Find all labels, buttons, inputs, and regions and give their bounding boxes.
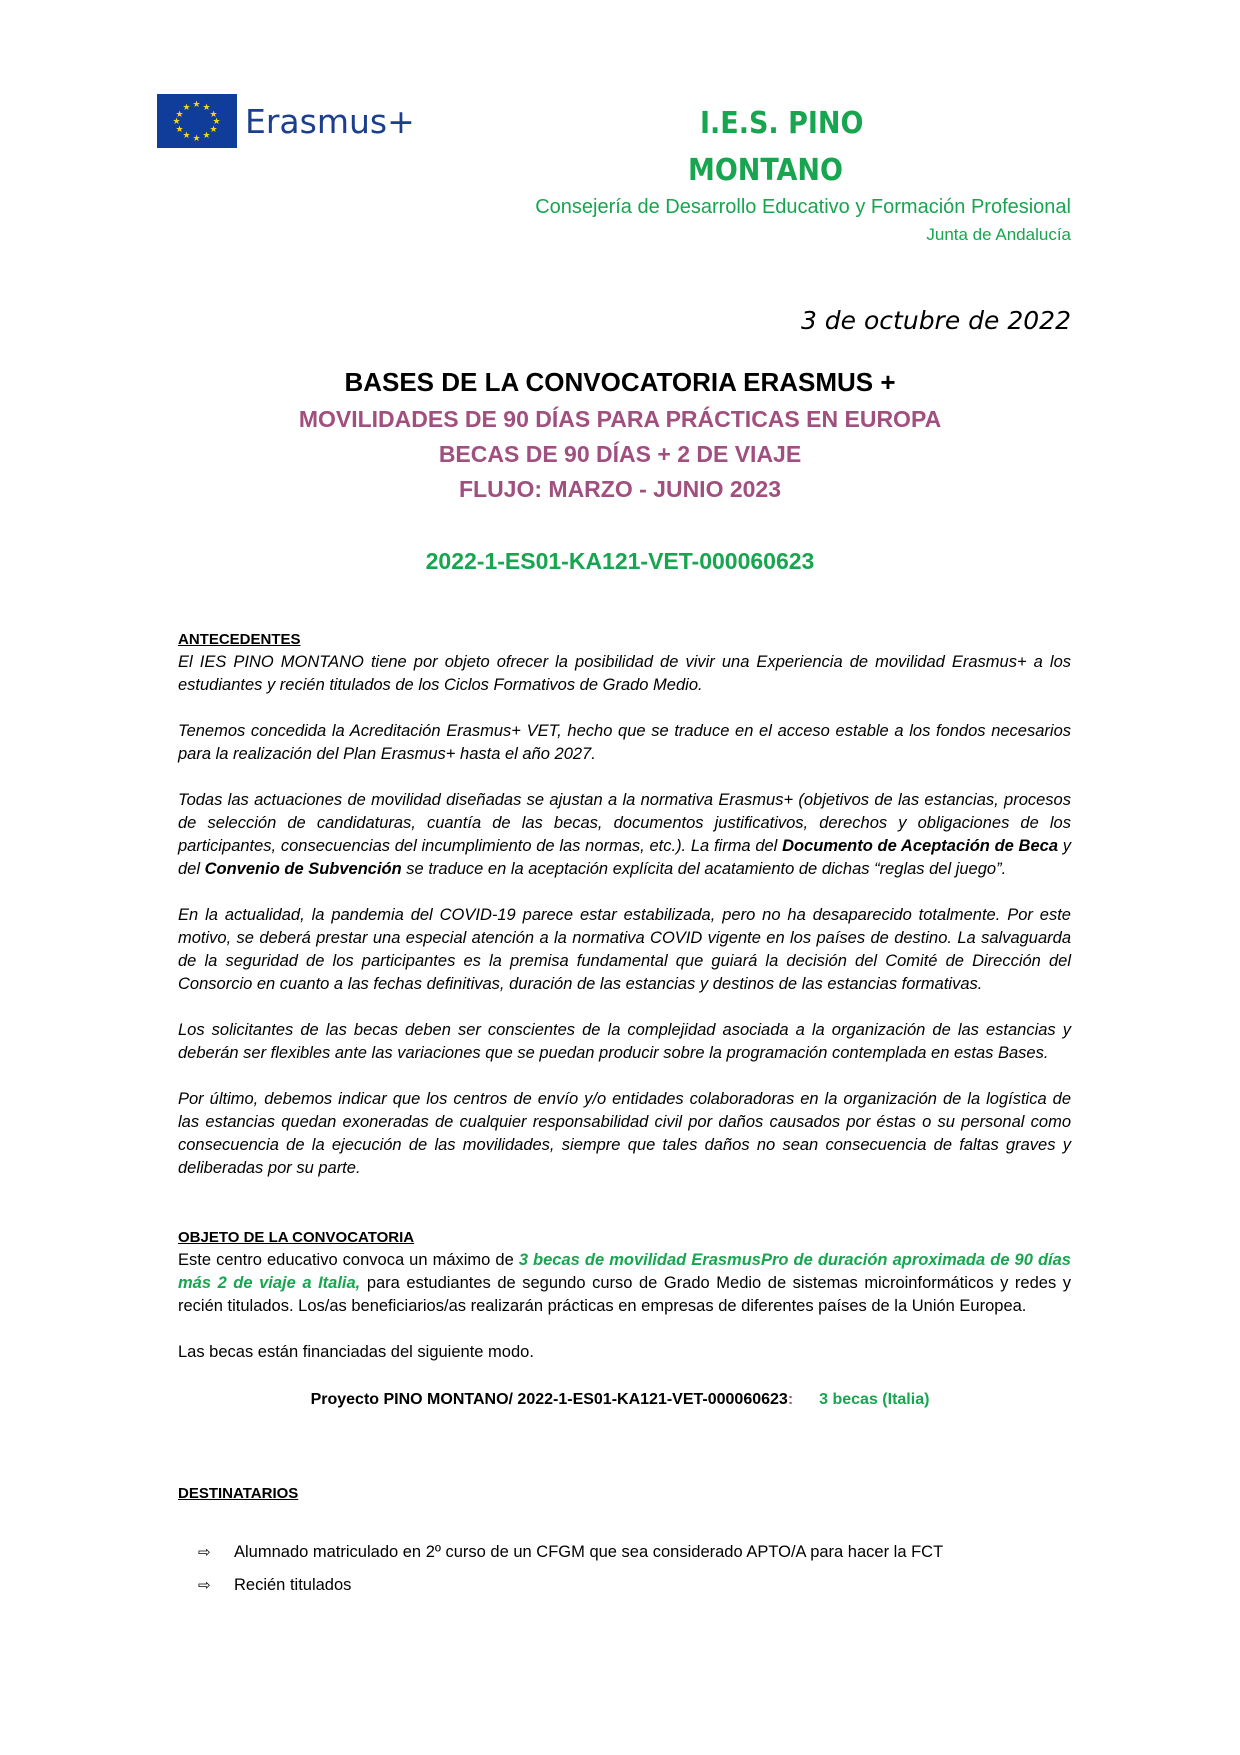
bold-text: Convenio de Subvención	[204, 860, 402, 878]
paragraph: Los solicitantes de las becas deben ser conscientes de la complejidad asociada a la organización de las estancias y deberán ser flexibles ante las variaciones que se puedan producir sobre la programación contemplada en estas Bases.	[178, 1021, 1071, 1062]
list-item-text: Recién titulados	[234, 1576, 352, 1594]
document-date: 3 de octubre de 2022	[800, 306, 1071, 335]
school-name-line2: MONTANO	[688, 153, 843, 188]
section-heading-destinatarios: DESTINATARIOS	[178, 1485, 299, 1502]
list-item	[178, 1541, 1071, 1564]
destinatarios-section	[178, 1482, 1071, 1597]
paragraph: En la actualidad, la pandemia del COVID-19 parece estar estabilizada, pero no ha desaparecido totalmente. Por este motivo, se deberá prestar una especial atención a la normativa COVID vigente en los países de destino. La salvaguarda de la seguridad de los participantes es la premisa fundamental que guiará la decisión del Comité de Dirección del Consorcio en cuanto a las fechas definitivas, duración de las estancias y destinos de las estancias formativas.	[178, 906, 1071, 993]
paragraph: Las becas están financiadas del siguiente modo.	[178, 1343, 534, 1361]
subtitle-flow: FLUJO: MARZO - JUNIO 2023	[458, 476, 782, 502]
paragraph: El IES PINO MONTANO tiene por objeto ofrecer la posibilidad de vivir una Experiencia de movilidad Erasmus+ a los estudiantes y recién titulados de los Ciclos Formativos de Grado Medio.	[178, 653, 1071, 694]
paragraph: Por último, debemos indicar que los centros de envío y/o entidades colaboradoras en la organización de la logística de las estancias quedan exoneradas de cualquier responsabilidad civil por daños causados por éstas o su personal como consecuencia de la ejecución de las movilidades, siempre que tales daños no sean consecuencia de faltas graves y deliberadas por su parte.	[178, 1090, 1071, 1177]
project-label: Proyecto PINO MONTANO/ 2022-1-ES01-KA121-VET-000060623	[310, 1391, 788, 1408]
highlight-text: 3 becas de movilidad ErasmusPro de duración aproximada de 90 días más 2 de viaje a Italia,	[178, 1251, 1071, 1292]
project-code: 2022-1-ES01-KA121-VET-000060623	[425, 548, 815, 574]
paragraph: Tenemos concedida la Acreditación Erasmus+ VET, hecho que se traduce en el acceso estable a los fondos necesarios para la realización del Plan Erasmus+ hasta el año 2027.	[178, 722, 1071, 763]
eu-flag-icon: ★ ★ ★ ★ ★ ★ ★ ★ ★ ★ ★ ★	[157, 94, 237, 148]
document-title: BASES DE LA CONVOCATORIA ERASMUS +	[344, 367, 896, 397]
project-funding-line	[0, 1391, 1240, 1409]
project-value: 3 becas (Italia)	[819, 1391, 930, 1408]
text: Este centro educativo convoca un máximo de	[178, 1251, 519, 1269]
project-colon: :	[787, 1391, 794, 1408]
subtitle-grants: BECAS DE 90 DÍAS + 2 DE VIAJE	[438, 441, 802, 467]
list-item	[178, 1574, 1071, 1597]
arrow-right-icon: ⇨	[198, 1544, 211, 1561]
text: y del	[178, 837, 1071, 878]
arrow-right-icon: ⇨	[198, 1577, 211, 1594]
text: se traduce en la aceptación explícita del acatamiento de dichas “reglas del juego”.	[401, 860, 1007, 878]
objeto-section	[178, 1226, 1071, 1364]
text: Todas las actuaciones de movilidad diseñadas se ajustan a la normativa Erasmus+ (objetivos de las estancias, procesos de selección de candidaturas, cuantía de las becas, documentos justificativos, derechos y obligaciones de los participantes, consecuencias del incumplimiento de las normas, etc.). La firma del	[178, 791, 1071, 855]
list-item-text: Alumnado matriculado en 2º curso de un CFGM que sea considerado APTO/A para hacer la FCT	[234, 1543, 944, 1561]
school-name-line1: I.E.S. PINO	[700, 106, 864, 141]
department-name: Consejería de Desarrollo Educativo y Formación Profesional	[535, 196, 1071, 218]
paragraph	[178, 789, 1071, 881]
paragraph	[178, 1249, 1071, 1318]
section-heading-antecedentes: ANTECEDENTES	[178, 631, 301, 648]
subtitle-mobility: MOVILIDADES DE 90 DÍAS PARA PRÁCTICAS EN EUROPA	[298, 406, 942, 432]
antecedentes-section	[178, 628, 1071, 1180]
bold-text: Documento de Aceptación de Beca	[782, 837, 1059, 855]
erasmus-logo-text: Erasmus+	[245, 101, 415, 141]
erasmus-logo	[157, 94, 415, 148]
text: para estudiantes de segundo curso de Grado Medio de sistemas microinformáticos y redes y recién titulados. Los/as beneficiarios/as realizarán prácticas en empresas de diferentes países de la Unión Europea.	[178, 1274, 1072, 1315]
government-name: Junta de Andalucía	[926, 225, 1071, 244]
section-heading-objeto: OBJETO DE LA CONVOCATORIA	[178, 1229, 415, 1246]
